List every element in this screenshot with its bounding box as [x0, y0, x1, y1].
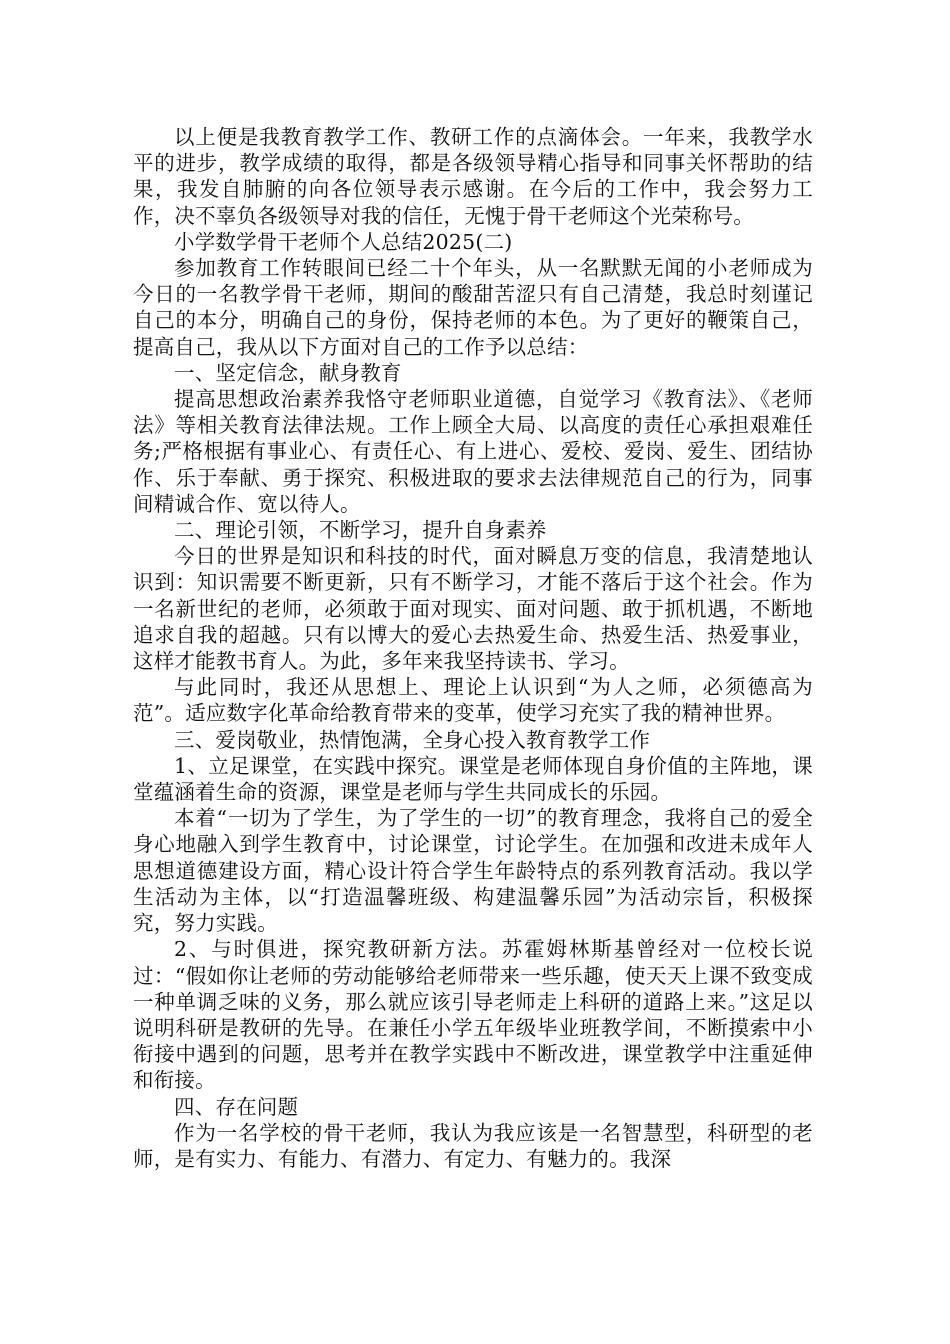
paragraph-theory: 与此同时，我还从思想上、理论上认识到“为人之师，必须德高为范”。适应数字化革命给教育带来的变革，使学习充实了我的精神世界。	[133, 675, 813, 726]
heading-1: 一、坚定信念，献身教育	[174, 360, 402, 385]
paragraph-intro: 参加教育工作转眼间已经二十个年头，从一名默默无闻的小老师成为今日的一名教学骨干老师，期间的酸甜苦涩只有自己清楚，我总时刻谨记自己的本分，明确自己的身份，保持老师的本色。为了更好的鞭策自己，提高自己，我从以下方面对自己的工作予以总结：	[133, 256, 813, 359]
paragraph-problems: 作为一名学校的骨干老师，我认为我应该是一名智慧型，科研型的老师，是有实力、有能力、有潜力、有定力、有魅力的。我深	[133, 1120, 813, 1171]
paragraph-learning: 今日的世界是知识和科技的时代，面对瞬息万变的信息，我清楚地认识到：知识需要不断更新，只有不断学习，才能不落后于这个社会。作为一名新世纪的老师，必须敢于面对现实、面对问题、敢于抓机遇，不断地追求自我的超越。只有以博大的爱心去热爱生命、热爱生活、热爱事业，这样才能教书育人。为此，多年来我坚持读书、学习。	[133, 544, 813, 674]
paragraph-ethics: 提高思想政治素养我恪守老师职业道德，自觉学习《教育法》、《老师法》等相关教育法律法规。工作上顾全大局、以高度的责任心承担艰难任务;严格根据有事业心、有责任心、有上进心、爱校、爱岗、爱生、团结协作、乐于奉献、勇于探究、积极进取的要求去法律规范自己的行为，同事间精诚合作、宽以待人。	[133, 387, 813, 516]
paragraph-research: 2、与时俱进，探究教研新方法。苏霍姆林斯基曾经对一位校长说过：“假如你让老师的劳动能够给老师带来一些乐趣，使天天上课不致变成一种单调乏味的义务，那么就应该引导老师走上科研的道路上来。”这足以说明科研是教研的先导。在兼任小学五年级毕业班教学间，不断摸索中小衔接中遇到的问题，思考并在教学实践中不断改进，课堂教学中注重延伸和衔接。	[133, 937, 813, 1093]
paragraph-classroom: 1、立足课堂，在实践中探究。课堂是老师体现自身价值的主阵地，课堂蕴涵着生命的资源，课堂是老师与学生共同成长的乐园。	[133, 753, 813, 805]
paragraph-closing-thanks: 以上便是我教育教学工作、教研工作的点滴体会。一年来，我教学水平的进步，教学成绩的取得，都是各级领导精心指导和同事关怀帮助的结果，我发自肺腑的向各位领导表示感谢。在今后的工作中，我会努力工作，决不辜负各级领导对我的信任，无愧于骨干老师这个光荣称号。	[133, 125, 813, 228]
heading-2: 二、理论引领，不断学习，提升自身素养	[174, 518, 547, 543]
heading-3: 三、爱岗敬业，热情饱满，全身心投入教育教学工作	[174, 727, 651, 752]
section-title: 小学数学骨干老师个人总结2025(二)	[174, 229, 513, 254]
heading-4: 四、存在问题	[174, 1094, 299, 1119]
paragraph-student-first: 本着“一切为了学生，为了学生的一切”的教育理念，我将自己的爱全身心地融入到学生教育中，讨论课堂，讨论学生。在加强和改进未成年人思想道德建设方面，精心设计符合学生年龄特点的系列教育活动。我以学生活动为主体，以“打造温馨班级、构建温馨乐园”为活动宗旨，积极探究，努力实践。	[133, 806, 813, 936]
document-body	[133, 124, 813, 1172]
